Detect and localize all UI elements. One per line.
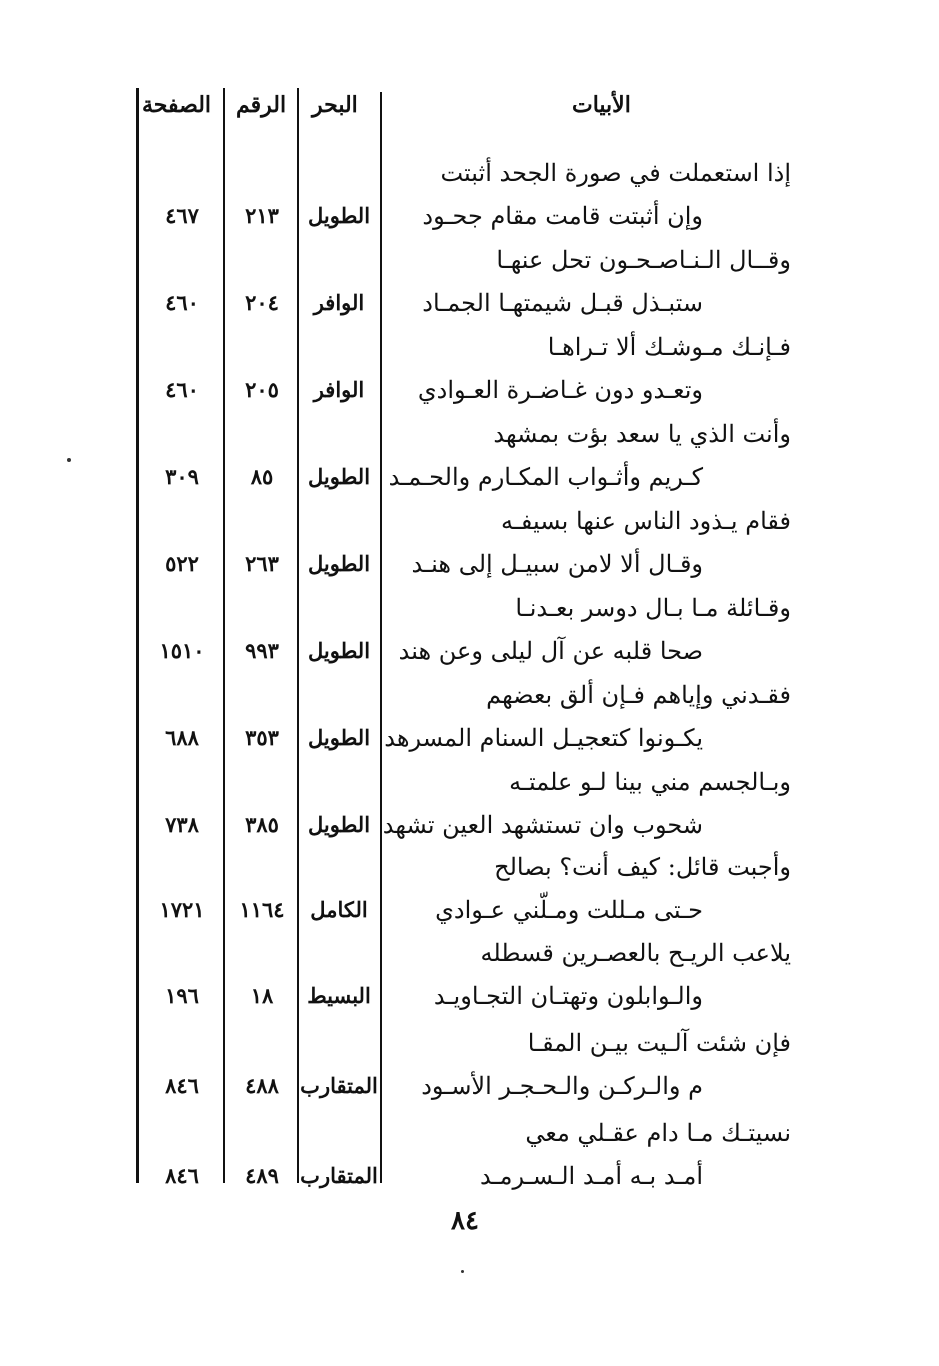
- verse-second-hemistich: أمـد بـه أمـد الـسـرمـد: [480, 1162, 703, 1190]
- verse-second-hemistich: كـريم وأثـواب المكـارم والحـمـد: [388, 463, 703, 491]
- meter-cell: الكامل: [310, 897, 368, 922]
- page-cell: ٤٦٠: [165, 377, 199, 402]
- verse-second-hemistich: وقـال ألا لامن سبيـل إلى هنـد: [411, 550, 703, 578]
- number-cell: ١٨: [250, 983, 274, 1008]
- verse-first-hemistich: فـإنـك مـوشـك ألا تـراهـا: [547, 333, 791, 361]
- page-number: ٨٤: [451, 1206, 479, 1236]
- meter-cell: المتقارب: [300, 1073, 378, 1098]
- table-row: [0, 245, 939, 333]
- number-cell: ٩٩٣: [245, 638, 279, 663]
- verse-second-hemistich: يكـونوا كتعجيـل السنام المسرهد: [384, 724, 703, 752]
- verse-first-hemistich: إذا استعملت في صورة الجحد أثبتت: [440, 159, 791, 187]
- number-cell: ٢١٣: [245, 203, 279, 228]
- number-cell: ٤٨٨: [245, 1073, 279, 1098]
- verse-second-hemistich: وإن أثبتت قامت مقام جحـود: [422, 202, 703, 230]
- verse-first-hemistich: وأنت الذي يا سعد بؤت بمشهد: [493, 420, 791, 448]
- page-cell: ٧٣٨: [165, 812, 199, 837]
- number-cell: ٢٠٤: [245, 290, 279, 315]
- page-cell: ١٥١٠: [159, 638, 205, 663]
- number-cell: ٤٨٩: [245, 1163, 279, 1188]
- page-cell: ٥٢٢: [165, 551, 199, 576]
- verse-first-hemistich: وقـائلة مـا بـال دوسر بعـدنـا: [515, 594, 791, 622]
- number-cell: ٣٥٣: [245, 725, 279, 750]
- table-row: [0, 680, 939, 768]
- page-cell: ٨٤٦: [165, 1163, 199, 1188]
- number-cell: ١١٦٤: [239, 897, 285, 922]
- verse-first-hemistich: يلاعب الريـح بالعصـرين قسطله: [480, 939, 791, 967]
- page-cell: ١٧٢١: [159, 897, 205, 922]
- table-row: [0, 938, 939, 1026]
- number-cell: ٣٨٥: [245, 812, 279, 837]
- page-cell: ٣٠٩: [165, 464, 199, 489]
- table-row: [0, 852, 939, 940]
- meter-cell: الطويل: [307, 464, 371, 489]
- header-verses: الأبيات: [572, 92, 631, 118]
- meter-cell: الوافر: [313, 377, 365, 402]
- header-meter: البحر: [312, 92, 358, 118]
- number-cell: ٨٥: [250, 464, 274, 489]
- verse-first-hemistich: فقام يـذود الناس عنها بسيفـه: [500, 507, 791, 535]
- meter-cell: الطويل: [307, 551, 371, 576]
- page-cell: ٦٨٨: [165, 725, 199, 750]
- verse-second-hemistich: حـتى مـللت ومـلّني عـوادي: [435, 896, 703, 924]
- verse-first-hemistich: وقــال الـنـاصـحـون تحل عنهـا: [496, 246, 791, 274]
- header-page: الصفحة: [142, 92, 212, 118]
- table-row: [0, 767, 939, 855]
- page-cell: ٤٦٠: [165, 290, 199, 315]
- verse-second-hemistich: شحوب وان تستشهد العين تشهد: [382, 811, 703, 839]
- table-row: [0, 158, 939, 246]
- verse-second-hemistich: م والـركـن والـحـجـر الأسـود: [421, 1072, 703, 1100]
- verse-second-hemistich: صحا قلبه عن آل ليلى وعن هند: [398, 637, 703, 665]
- verse-second-hemistich: والـوابلون وتهتـان التجـاويـد: [433, 982, 703, 1010]
- verse-first-hemistich: فإن شئت آلـيت بيـن المقـا: [527, 1029, 791, 1057]
- meter-cell: الطويل: [307, 812, 371, 837]
- table-row: [0, 506, 939, 594]
- verse-first-hemistich: وبـالجسم مني بينا لـو علمتـه: [509, 768, 791, 796]
- page-cell: ٤٦٧: [165, 203, 199, 228]
- meter-cell: الوافر: [313, 290, 365, 315]
- verse-first-hemistich: فقـدني وإياهم فـإن ألق بعضهم: [486, 681, 791, 709]
- table-row: [0, 593, 939, 681]
- verse-first-hemistich: وأجبت قائل: كيف أنت؟ بصالح: [494, 853, 791, 881]
- meter-cell: الطويل: [307, 203, 371, 228]
- verse-second-hemistich: ستبـذل قبـل شيمتهـا الجمـاد: [422, 289, 703, 317]
- table-row: [0, 419, 939, 507]
- table-row: [0, 332, 939, 420]
- number-cell: ٢٦٣: [245, 551, 279, 576]
- verse-first-hemistich: نسيتـك مـا دام عقـلي معي: [525, 1119, 791, 1147]
- meter-cell: الطويل: [307, 725, 371, 750]
- page-cell: ١٩٦: [165, 983, 199, 1008]
- scan-speck: [67, 458, 71, 462]
- scan-speck: [461, 1270, 464, 1273]
- meter-cell: المتقارب: [300, 1163, 378, 1188]
- verse-second-hemistich: وتعـدو دون غـاضـرة العـوادي: [417, 376, 703, 404]
- table-row: [0, 1118, 939, 1206]
- meter-cell: الطويل: [307, 638, 371, 663]
- header-number: الرقم: [236, 92, 287, 118]
- page-cell: ٨٤٦: [165, 1073, 199, 1098]
- number-cell: ٢٠٥: [245, 377, 279, 402]
- meter-cell: البسيط: [307, 983, 371, 1008]
- table-row: [0, 1028, 939, 1116]
